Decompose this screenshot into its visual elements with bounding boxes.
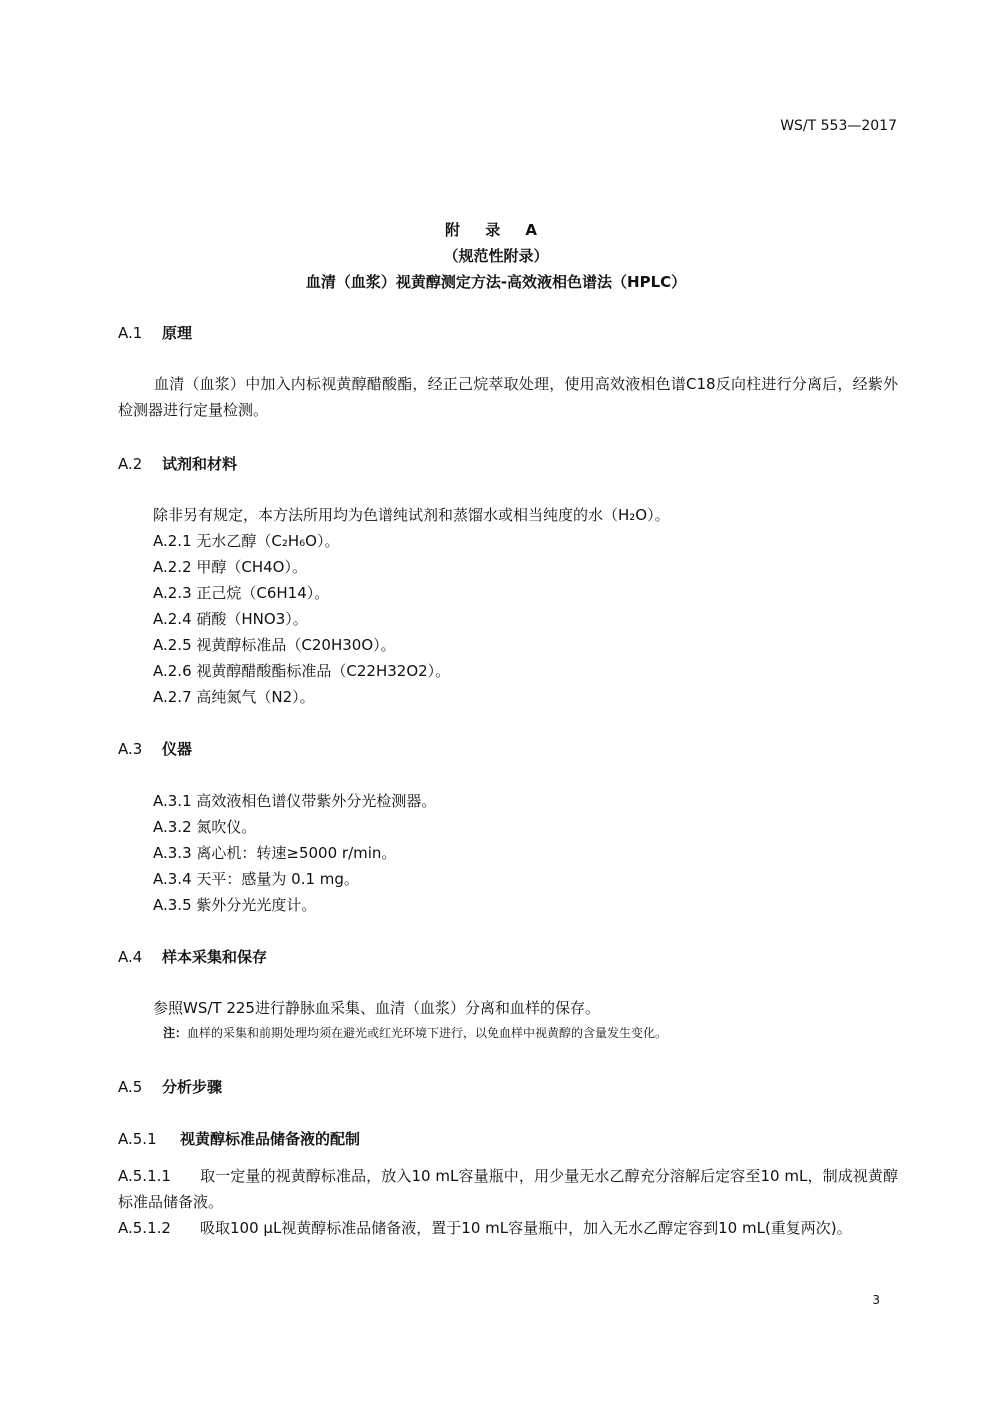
list-item: A.3.4 天平：感量为 0.1 mg。 bbox=[153, 870, 359, 888]
section-title: 试剂和材料 bbox=[162, 455, 238, 473]
subsection-number: A.5.1 bbox=[118, 1130, 157, 1148]
section-heading-a5 bbox=[118, 1076, 222, 1097]
appendix-label: 附 录 A bbox=[444, 221, 548, 239]
list-item: A.3.3 离心机：转速≥5000 r/min。 bbox=[153, 844, 397, 862]
section-a4-text: 参照WS/T 225进行静脉血采集、血清（血浆）分离和血样的保存。 bbox=[153, 999, 600, 1017]
section-heading-a4 bbox=[118, 946, 267, 967]
list-item: A.2.7 高纯氮气（N2）。 bbox=[153, 688, 315, 706]
section-number: A.4 bbox=[118, 948, 143, 966]
section-number: A.2 bbox=[118, 455, 143, 473]
list-item: A.2.2 甲醇（CH4O）。 bbox=[153, 558, 307, 576]
list-item: A.2.6 视黄醇醋酸酯标准品（C22H32O2）。 bbox=[153, 662, 451, 680]
section-heading-a3 bbox=[118, 738, 192, 759]
clause-text: 取一定量的视黄醇标准品，放入10 mL容量瓶中，用少量无水乙醇充分溶解后定容至10 mL，制成视黄醇标准品储备液。 bbox=[118, 1167, 898, 1211]
note bbox=[163, 1024, 667, 1041]
subsection-heading-a51 bbox=[118, 1128, 360, 1149]
section-title: 分析步骤 bbox=[162, 1078, 223, 1096]
section-heading-a1 bbox=[118, 322, 192, 343]
page-number: 3 bbox=[872, 1293, 880, 1307]
list-item: A.2.1 无水乙醇（C₂H₆O）。 bbox=[153, 532, 340, 550]
list-item: A.3.2 氮吹仪。 bbox=[153, 818, 257, 836]
clause-a512 bbox=[118, 1215, 898, 1241]
clause-number: A.5.1.2 bbox=[118, 1219, 171, 1237]
list-item: A.3.1 高效液相色谱仪带紫外分光检测器。 bbox=[153, 792, 437, 810]
section-title: 仪器 bbox=[162, 740, 193, 758]
section-number: A.5 bbox=[118, 1078, 143, 1096]
section-a1-text: 血清（血浆）中加入内标视黄醇醋酸酯，经正己烷萃取处理，使用高效液相色谱C18反向柱进行分离后，经紫外检测器进行定量检测。 bbox=[118, 375, 898, 419]
clause-a511 bbox=[118, 1163, 898, 1215]
standard-number: WS/T 553—2017 bbox=[780, 118, 897, 134]
list-item: A.2.4 硝酸（HNO3）。 bbox=[153, 610, 308, 628]
section-title: 样本采集和保存 bbox=[162, 948, 268, 966]
list-item: A.3.5 紫外分光光度计。 bbox=[153, 896, 317, 914]
clause-text: 吸取100 μL视黄醇标准品储备液，置于10 mL容量瓶中，加入无水乙醇定容到10 mL(重复两次)。 bbox=[200, 1219, 852, 1237]
note-label: 注： bbox=[163, 1026, 188, 1040]
section-a2-intro: 除非另有规定，本方法所用均为色谱纯试剂和蒸馏水或相当纯度的水（H₂O）。 bbox=[153, 506, 670, 524]
list-item: A.2.5 视黄醇标准品（C20H30O）。 bbox=[153, 636, 396, 654]
section-number: A.1 bbox=[118, 324, 143, 342]
subsection-title: 视黄醇标准品储备液的配制 bbox=[180, 1130, 361, 1148]
clause-number: A.5.1.1 bbox=[118, 1167, 171, 1185]
section-heading-a2 bbox=[118, 453, 237, 474]
appendix-type: （规范性附录） bbox=[443, 247, 549, 265]
section-number: A.3 bbox=[118, 740, 143, 758]
section-title: 原理 bbox=[162, 324, 193, 342]
note-text: 血样的采集和前期处理均须在避光或红光环境下进行，以免血样中视黄醇的含量发生变化。 bbox=[187, 1026, 668, 1040]
list-item: A.2.3 正己烷（C6H14）。 bbox=[153, 584, 330, 602]
appendix-title: 血清（血浆）视黄醇测定方法-高效液相色谱法（HPLC） bbox=[305, 273, 687, 291]
